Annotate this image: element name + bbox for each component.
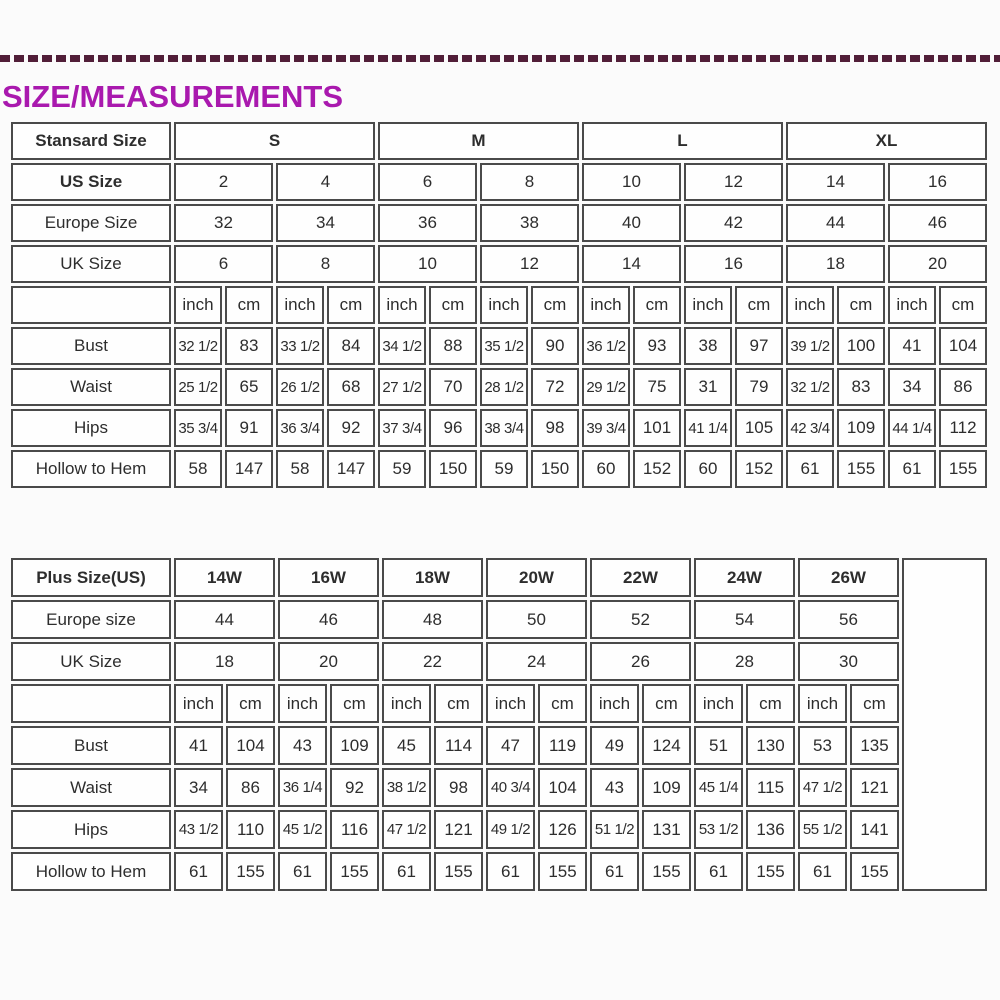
measure-cell: 92 <box>330 768 379 807</box>
size-cell: 52 <box>590 600 691 639</box>
size-cell: 10 <box>378 245 477 283</box>
measure-cell: 83 <box>225 327 273 365</box>
empty-column-cell <box>902 558 987 891</box>
unit-cell: inch <box>174 684 223 723</box>
measure-cell: 37 3/4 <box>378 409 426 447</box>
measure-cell: 155 <box>939 450 987 488</box>
unit-cell: cm <box>735 286 783 324</box>
unit-cell: cm <box>939 286 987 324</box>
measure-cell: 38 1/2 <box>382 768 431 807</box>
size-cell: 10 <box>582 163 681 201</box>
dashed-divider-line <box>0 55 1000 62</box>
measure-cell: 109 <box>837 409 885 447</box>
row-label: Hips <box>11 810 171 849</box>
measure-cell: 155 <box>746 852 795 891</box>
measure-cell: 61 <box>888 450 936 488</box>
measure-cell: 60 <box>582 450 630 488</box>
size-cell: 48 <box>382 600 483 639</box>
measure-cell: 84 <box>327 327 375 365</box>
measure-cell: 104 <box>226 726 275 765</box>
measure-cell: 36 3/4 <box>276 409 324 447</box>
measure-cell: 70 <box>429 368 477 406</box>
measure-cell: 83 <box>837 368 885 406</box>
size-group-cell: 22W <box>590 558 691 597</box>
unit-cell: cm <box>330 684 379 723</box>
measure-cell: 96 <box>429 409 477 447</box>
measure-cell: 38 <box>684 327 732 365</box>
size-cell: 44 <box>174 600 275 639</box>
measure-cell: 29 1/2 <box>582 368 630 406</box>
unit-cell: inch <box>480 286 528 324</box>
measure-cell: 150 <box>429 450 477 488</box>
table-row <box>11 852 987 891</box>
measure-cell: 131 <box>642 810 691 849</box>
table-row <box>11 163 987 201</box>
measure-cell: 124 <box>642 726 691 765</box>
measure-cell: 68 <box>327 368 375 406</box>
row-label: UK Size <box>11 642 171 681</box>
measure-cell: 152 <box>633 450 681 488</box>
unit-cell: cm <box>531 286 579 324</box>
size-cell: 44 <box>786 204 885 242</box>
size-cell: 46 <box>888 204 987 242</box>
unit-cell: inch <box>486 684 535 723</box>
measure-cell: 126 <box>538 810 587 849</box>
measure-cell: 33 1/2 <box>276 327 324 365</box>
table-header-row <box>11 558 987 597</box>
size-cell: 40 <box>582 204 681 242</box>
unit-cell: cm <box>642 684 691 723</box>
row-label: US Size <box>11 163 171 201</box>
size-cell: 24 <box>486 642 587 681</box>
unit-cell: cm <box>434 684 483 723</box>
measure-cell: 119 <box>538 726 587 765</box>
size-cell: 8 <box>480 163 579 201</box>
size-group-cell: 14W <box>174 558 275 597</box>
size-cell: 22 <box>382 642 483 681</box>
unit-cell: cm <box>327 286 375 324</box>
size-cell: 26 <box>590 642 691 681</box>
size-cell: 6 <box>378 163 477 201</box>
size-cell: 20 <box>278 642 379 681</box>
measure-cell: 27 1/2 <box>378 368 426 406</box>
measure-cell: 110 <box>226 810 275 849</box>
measure-cell: 155 <box>226 852 275 891</box>
row-label-empty <box>11 286 171 324</box>
size-cell: 34 <box>276 204 375 242</box>
measure-cell: 45 1/4 <box>694 768 743 807</box>
table-row <box>11 327 987 365</box>
unit-cell: inch <box>786 286 834 324</box>
size-group-cell: 16W <box>278 558 379 597</box>
unit-cell: inch <box>278 684 327 723</box>
measure-cell: 150 <box>531 450 579 488</box>
unit-cell: cm <box>538 684 587 723</box>
row-label: Bust <box>11 726 171 765</box>
size-cell: 18 <box>174 642 275 681</box>
measure-cell: 40 3/4 <box>486 768 535 807</box>
unit-cell: cm <box>633 286 681 324</box>
measure-cell: 47 1/2 <box>798 768 847 807</box>
measure-cell: 136 <box>746 810 795 849</box>
unit-header-row <box>11 684 987 723</box>
measure-cell: 61 <box>174 852 223 891</box>
measure-cell: 109 <box>330 726 379 765</box>
size-cell: 8 <box>276 245 375 283</box>
measure-cell: 61 <box>590 852 639 891</box>
measure-cell: 155 <box>837 450 885 488</box>
row-label-empty <box>11 684 171 723</box>
measure-cell: 116 <box>330 810 379 849</box>
size-group-cell: S <box>174 122 375 160</box>
size-cell: 2 <box>174 163 273 201</box>
measure-cell: 34 1/2 <box>378 327 426 365</box>
measure-cell: 61 <box>486 852 535 891</box>
measure-cell: 47 <box>486 726 535 765</box>
unit-cell: cm <box>837 286 885 324</box>
size-group-cell: 20W <box>486 558 587 597</box>
unit-cell: cm <box>429 286 477 324</box>
measure-cell: 35 1/2 <box>480 327 528 365</box>
unit-cell: inch <box>582 286 630 324</box>
measure-cell: 41 <box>174 726 223 765</box>
size-group-cell: 26W <box>798 558 899 597</box>
measure-cell: 104 <box>939 327 987 365</box>
measure-cell: 155 <box>330 852 379 891</box>
size-cell: 56 <box>798 600 899 639</box>
measure-cell: 109 <box>642 768 691 807</box>
table-row <box>11 245 987 283</box>
measure-cell: 121 <box>434 810 483 849</box>
measure-cell: 61 <box>798 852 847 891</box>
measure-cell: 41 <box>888 327 936 365</box>
measure-cell: 32 1/2 <box>786 368 834 406</box>
size-cell: 12 <box>480 245 579 283</box>
table-row <box>11 204 987 242</box>
measure-cell: 104 <box>538 768 587 807</box>
measure-cell: 60 <box>684 450 732 488</box>
measure-cell: 32 1/2 <box>174 327 222 365</box>
unit-cell: inch <box>382 684 431 723</box>
measure-cell: 90 <box>531 327 579 365</box>
size-cell: 38 <box>480 204 579 242</box>
size-cell: 16 <box>888 163 987 201</box>
size-cell: 6 <box>174 245 273 283</box>
measure-cell: 35 3/4 <box>174 409 222 447</box>
size-cell: 36 <box>378 204 477 242</box>
unit-cell: cm <box>226 684 275 723</box>
measure-cell: 53 1/2 <box>694 810 743 849</box>
measure-cell: 75 <box>633 368 681 406</box>
measure-cell: 79 <box>735 368 783 406</box>
measure-cell: 105 <box>735 409 783 447</box>
size-cell: 46 <box>278 600 379 639</box>
measure-cell: 51 1/2 <box>590 810 639 849</box>
measure-cell: 88 <box>429 327 477 365</box>
unit-cell: inch <box>888 286 936 324</box>
unit-cell: cm <box>850 684 899 723</box>
measure-cell: 86 <box>226 768 275 807</box>
unit-cell: inch <box>694 684 743 723</box>
unit-cell: cm <box>746 684 795 723</box>
measure-cell: 115 <box>746 768 795 807</box>
measure-cell: 53 <box>798 726 847 765</box>
measure-cell: 31 <box>684 368 732 406</box>
measure-cell: 59 <box>378 450 426 488</box>
size-group-cell: 24W <box>694 558 795 597</box>
row-label: Bust <box>11 327 171 365</box>
measure-cell: 114 <box>434 726 483 765</box>
unit-cell: inch <box>590 684 639 723</box>
row-label: Waist <box>11 368 171 406</box>
row-label: Europe size <box>11 600 171 639</box>
unit-cell: inch <box>684 286 732 324</box>
measure-cell: 25 1/2 <box>174 368 222 406</box>
measure-cell: 98 <box>531 409 579 447</box>
measure-cell: 147 <box>225 450 273 488</box>
row-label: Waist <box>11 768 171 807</box>
measure-cell: 155 <box>850 852 899 891</box>
size-cell: 14 <box>582 245 681 283</box>
measure-cell: 112 <box>939 409 987 447</box>
measure-cell: 97 <box>735 327 783 365</box>
measure-cell: 155 <box>642 852 691 891</box>
measure-cell: 155 <box>538 852 587 891</box>
measure-cell: 91 <box>225 409 273 447</box>
measure-cell: 130 <box>746 726 795 765</box>
measure-cell: 26 1/2 <box>276 368 324 406</box>
measure-cell: 141 <box>850 810 899 849</box>
measure-cell: 47 1/2 <box>382 810 431 849</box>
measure-cell: 93 <box>633 327 681 365</box>
measure-cell: 36 1/4 <box>278 768 327 807</box>
size-cell: 28 <box>694 642 795 681</box>
measure-cell: 58 <box>276 450 324 488</box>
measure-cell: 61 <box>786 450 834 488</box>
measure-cell: 49 1/2 <box>486 810 535 849</box>
size-cell: 32 <box>174 204 273 242</box>
measure-cell: 43 1/2 <box>174 810 223 849</box>
row-label: Hollow to Hem <box>11 852 171 891</box>
size-cell: 16 <box>684 245 783 283</box>
measure-cell: 147 <box>327 450 375 488</box>
measure-cell: 39 3/4 <box>582 409 630 447</box>
table-corner-label: Stansard Size <box>11 122 171 160</box>
table-row <box>11 450 987 488</box>
measure-cell: 152 <box>735 450 783 488</box>
measure-cell: 49 <box>590 726 639 765</box>
measure-cell: 45 1/2 <box>278 810 327 849</box>
table-header-row <box>11 122 987 160</box>
size-group-cell: XL <box>786 122 987 160</box>
row-label: UK Size <box>11 245 171 283</box>
measure-cell: 36 1/2 <box>582 327 630 365</box>
size-group-cell: L <box>582 122 783 160</box>
size-cell: 42 <box>684 204 783 242</box>
measure-cell: 38 3/4 <box>480 409 528 447</box>
size-group-cell: 18W <box>382 558 483 597</box>
measure-cell: 98 <box>434 768 483 807</box>
measure-cell: 55 1/2 <box>798 810 847 849</box>
size-cell: 12 <box>684 163 783 201</box>
measure-cell: 61 <box>694 852 743 891</box>
measure-cell: 58 <box>174 450 222 488</box>
measure-cell: 43 <box>590 768 639 807</box>
page-title: SIZE/MEASUREMENTS <box>2 79 344 114</box>
measure-cell: 45 <box>382 726 431 765</box>
measure-cell: 28 1/2 <box>480 368 528 406</box>
measure-cell: 61 <box>382 852 431 891</box>
table-corner-label: Plus Size(US) <box>11 558 171 597</box>
measure-cell: 135 <box>850 726 899 765</box>
measure-cell: 155 <box>434 852 483 891</box>
size-group-cell: M <box>378 122 579 160</box>
measure-cell: 43 <box>278 726 327 765</box>
standard-size-table <box>8 119 990 491</box>
measure-cell: 86 <box>939 368 987 406</box>
measure-cell: 121 <box>850 768 899 807</box>
table-row <box>11 768 987 807</box>
unit-cell: inch <box>378 286 426 324</box>
size-cell: 50 <box>486 600 587 639</box>
size-cell: 18 <box>786 245 885 283</box>
size-cell: 54 <box>694 600 795 639</box>
measure-cell: 39 1/2 <box>786 327 834 365</box>
measure-cell: 72 <box>531 368 579 406</box>
size-cell: 14 <box>786 163 885 201</box>
measure-cell: 61 <box>278 852 327 891</box>
table-row <box>11 600 987 639</box>
unit-cell: cm <box>225 286 273 324</box>
table-row <box>11 642 987 681</box>
measure-cell: 42 3/4 <box>786 409 834 447</box>
table-row <box>11 368 987 406</box>
measure-cell: 34 <box>174 768 223 807</box>
unit-cell: inch <box>174 286 222 324</box>
size-cell: 30 <box>798 642 899 681</box>
measure-cell: 51 <box>694 726 743 765</box>
measure-cell: 100 <box>837 327 885 365</box>
measure-cell: 34 <box>888 368 936 406</box>
table-row <box>11 810 987 849</box>
measure-cell: 59 <box>480 450 528 488</box>
measure-cell: 101 <box>633 409 681 447</box>
table-row <box>11 409 987 447</box>
unit-header-row <box>11 286 987 324</box>
measure-cell: 65 <box>225 368 273 406</box>
size-cell: 20 <box>888 245 987 283</box>
size-cell: 4 <box>276 163 375 201</box>
unit-cell: inch <box>276 286 324 324</box>
plus-size-table <box>8 555 990 894</box>
unit-cell: inch <box>798 684 847 723</box>
measure-cell: 44 1/4 <box>888 409 936 447</box>
row-label: Europe Size <box>11 204 171 242</box>
measure-cell: 41 1/4 <box>684 409 732 447</box>
measure-cell: 92 <box>327 409 375 447</box>
row-label: Hips <box>11 409 171 447</box>
row-label: Hollow to Hem <box>11 450 171 488</box>
table-row <box>11 726 987 765</box>
